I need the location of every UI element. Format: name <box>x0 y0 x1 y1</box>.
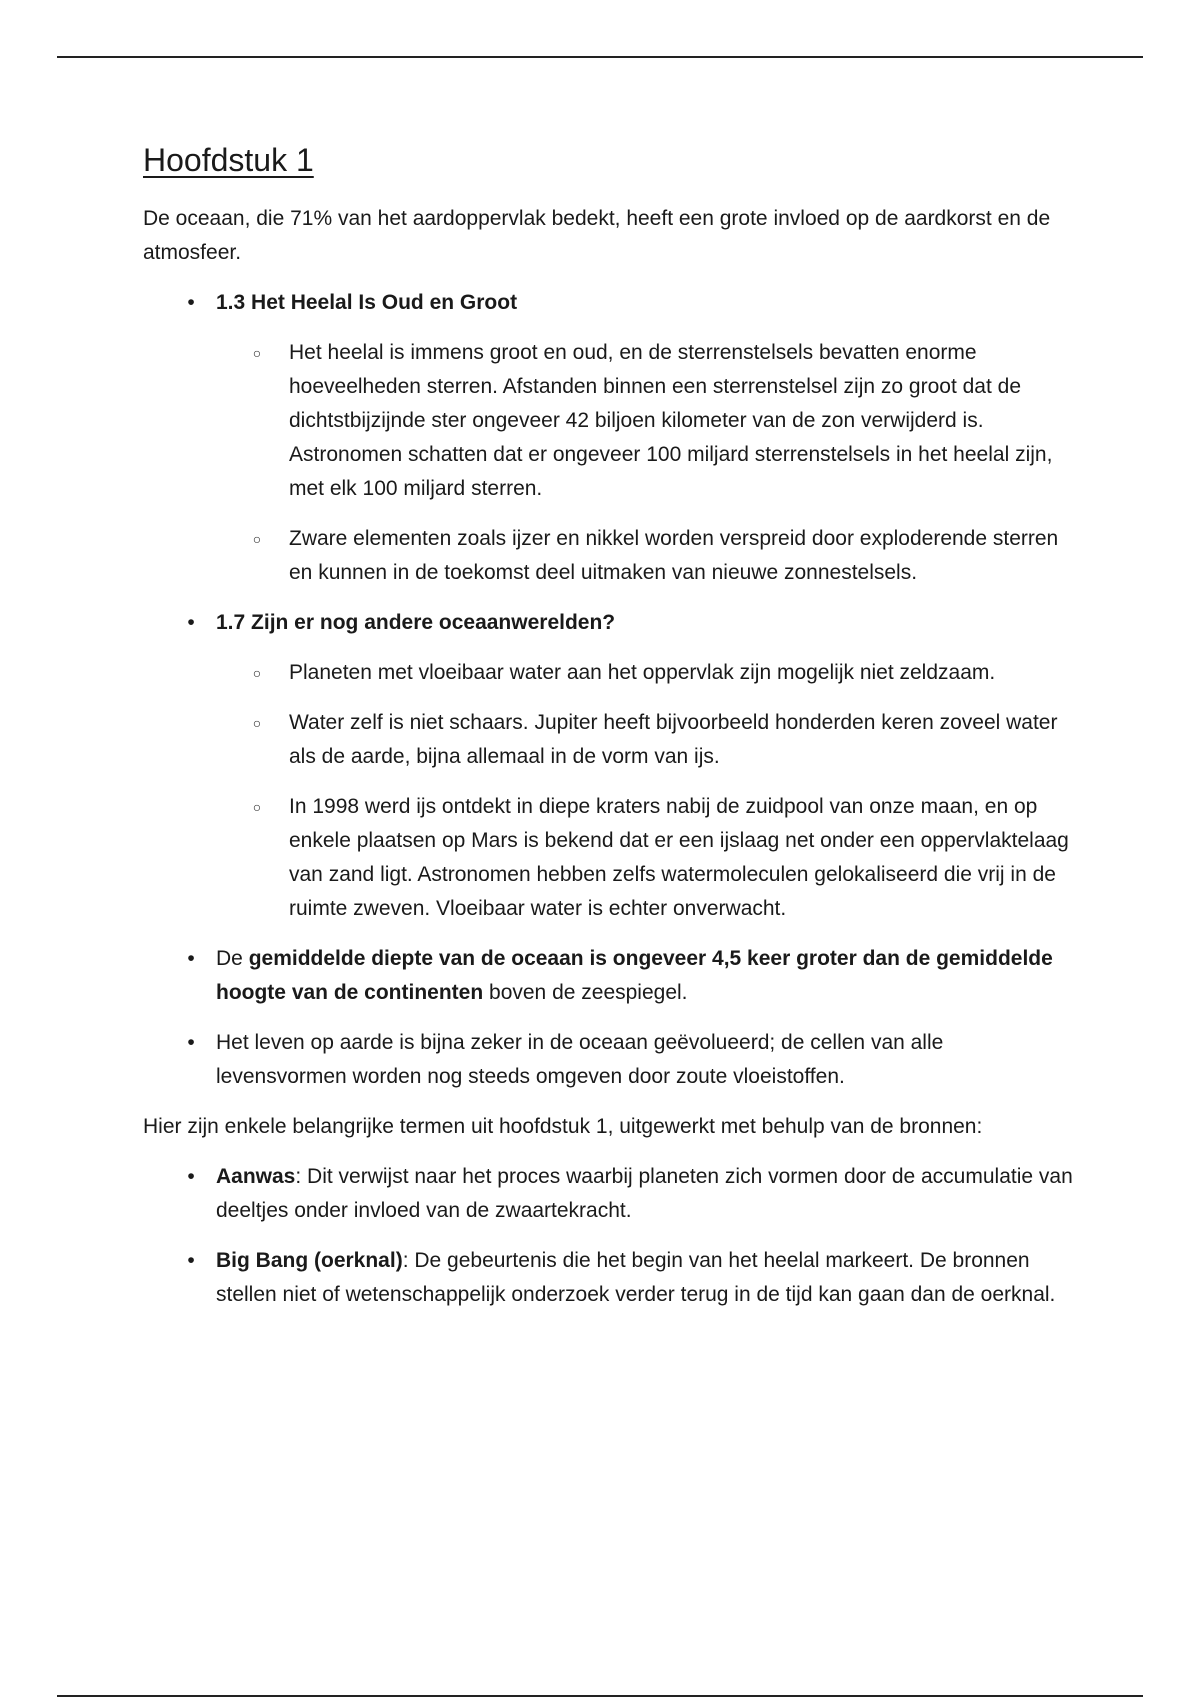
bullet-icon: • <box>187 1249 195 1272</box>
term-name: Aanwas <box>216 1165 296 1188</box>
term-item-aanwas <box>143 1160 1073 1228</box>
section-heading: 1.3 Het Heelal Is Oud en Groot <box>216 291 518 314</box>
page-title: Hoofdstuk 1 <box>143 142 314 178</box>
intro-paragraph: De oceaan, die 71% van het aardoppervlak bedekt, heeft een grote invloed op de aardkorst en de atmosfeer. <box>143 207 1051 264</box>
term-item-big-bang <box>143 1244 1073 1312</box>
list-item-ocean-depth <box>143 942 1073 1010</box>
circle-bullet-icon: ○ <box>252 715 262 731</box>
term-name: Big Bang (oerknal) <box>216 1249 403 1272</box>
bullet-icon: • <box>187 1031 195 1054</box>
circle-bullet-icon: ○ <box>252 531 262 547</box>
circle-bullet-icon: ○ <box>252 345 262 361</box>
list-item-life <box>143 1026 1073 1094</box>
sub-list-item <box>216 706 1073 774</box>
term-definition: : Dit verwijst naar het proces waarbij planeten zich vormen door de accumulatie van deeltjes onder invloed van de zwaartekracht. <box>216 1165 1073 1222</box>
sub-item-text: Het heelal is immens groot en oud, en de sterrenstelsels bevatten enorme hoeveelheden sterren. Afstanden binnen een sterrenstelsel zijn zo groot dat de dichtstbijzijnde ster ongeveer 42 biljoen kilometer van de zon verwijderd is. Astronomen schatten dat er ongeveer 100 miljard sterrenstelsels in het heelal zijn, met elk 100 miljard sterren. <box>289 341 1053 500</box>
depth-suffix: boven de zeespiegel. <box>483 981 688 1004</box>
depth-prefix: De <box>216 947 249 970</box>
bullet-icon: • <box>187 291 195 314</box>
sub-list-item <box>216 522 1073 590</box>
sub-list-item <box>216 336 1073 506</box>
sub-list <box>216 656 1073 926</box>
life-text: Het leven op aarde is bijna zeker in de oceaan geëvolueerd; de cellen van alle levensvormen worden nog steeds omgeven door zoute vloeistoffen. <box>216 1031 944 1088</box>
sub-list-item <box>216 656 1073 690</box>
circle-bullet-icon: ○ <box>252 665 262 681</box>
list-item-section-1-3 <box>143 286 1073 590</box>
term-definition: : De gebeurtenis die het begin van het heelal markeert. De bronnen stellen niet of wetenschappelijk onderzoek verder terug in de tijd kan gaan dan de oerknal. <box>216 1249 1056 1306</box>
bullet-icon: • <box>187 947 195 970</box>
header-rule <box>57 56 1143 58</box>
list-item-section-1-7 <box>143 606 1073 926</box>
sub-item-text: In 1998 werd ijs ontdekt in diepe kraters nabij de zuidpool van onze maan, en op enkele plaatsen op Mars is bekend dat er een ijslaag net onder een oppervlaktelaag van zand ligt. Astronomen hebben zelfs watermoleculen gelokaliseerd die vrij in de ruimte zweven. Vloeibaar water is echter onverwacht. <box>289 795 1069 920</box>
sub-list <box>216 336 1073 590</box>
sub-item-text: Planeten met vloeibaar water aan het oppervlak zijn mogelijk niet zeldzaam. <box>289 661 996 684</box>
footer-rule <box>57 1695 1143 1697</box>
circle-bullet-icon: ○ <box>252 799 262 815</box>
terms-intro-paragraph: Hier zijn enkele belangrijke termen uit hoofdstuk 1, uitgewerkt met behulp van de bronnen: <box>143 1115 983 1138</box>
depth-bold-text: gemiddelde diepte van de oceaan is ongeveer 4,5 keer groter dan de gemiddelde hoogte van de continenten <box>216 947 1053 1004</box>
sub-item-text: Zware elementen zoals ijzer en nikkel worden verspreid door exploderende sterren en kunnen in de toekomst deel uitmaken van nieuwe zonnestelsels. <box>289 527 1059 584</box>
bullet-icon: • <box>187 1165 195 1188</box>
bullet-icon: • <box>187 611 195 634</box>
sub-item-text: Water zelf is niet schaars. Jupiter heeft bijvoorbeeld honderden keren zoveel water als de aarde, bijna allemaal in de vorm van ijs. <box>289 711 1058 768</box>
section-heading: 1.7 Zijn er nog andere oceaanwerelden? <box>216 611 616 634</box>
document-body <box>143 140 1073 1328</box>
main-list <box>143 286 1073 1094</box>
terms-list <box>143 1160 1073 1312</box>
sub-list-item <box>216 790 1073 926</box>
